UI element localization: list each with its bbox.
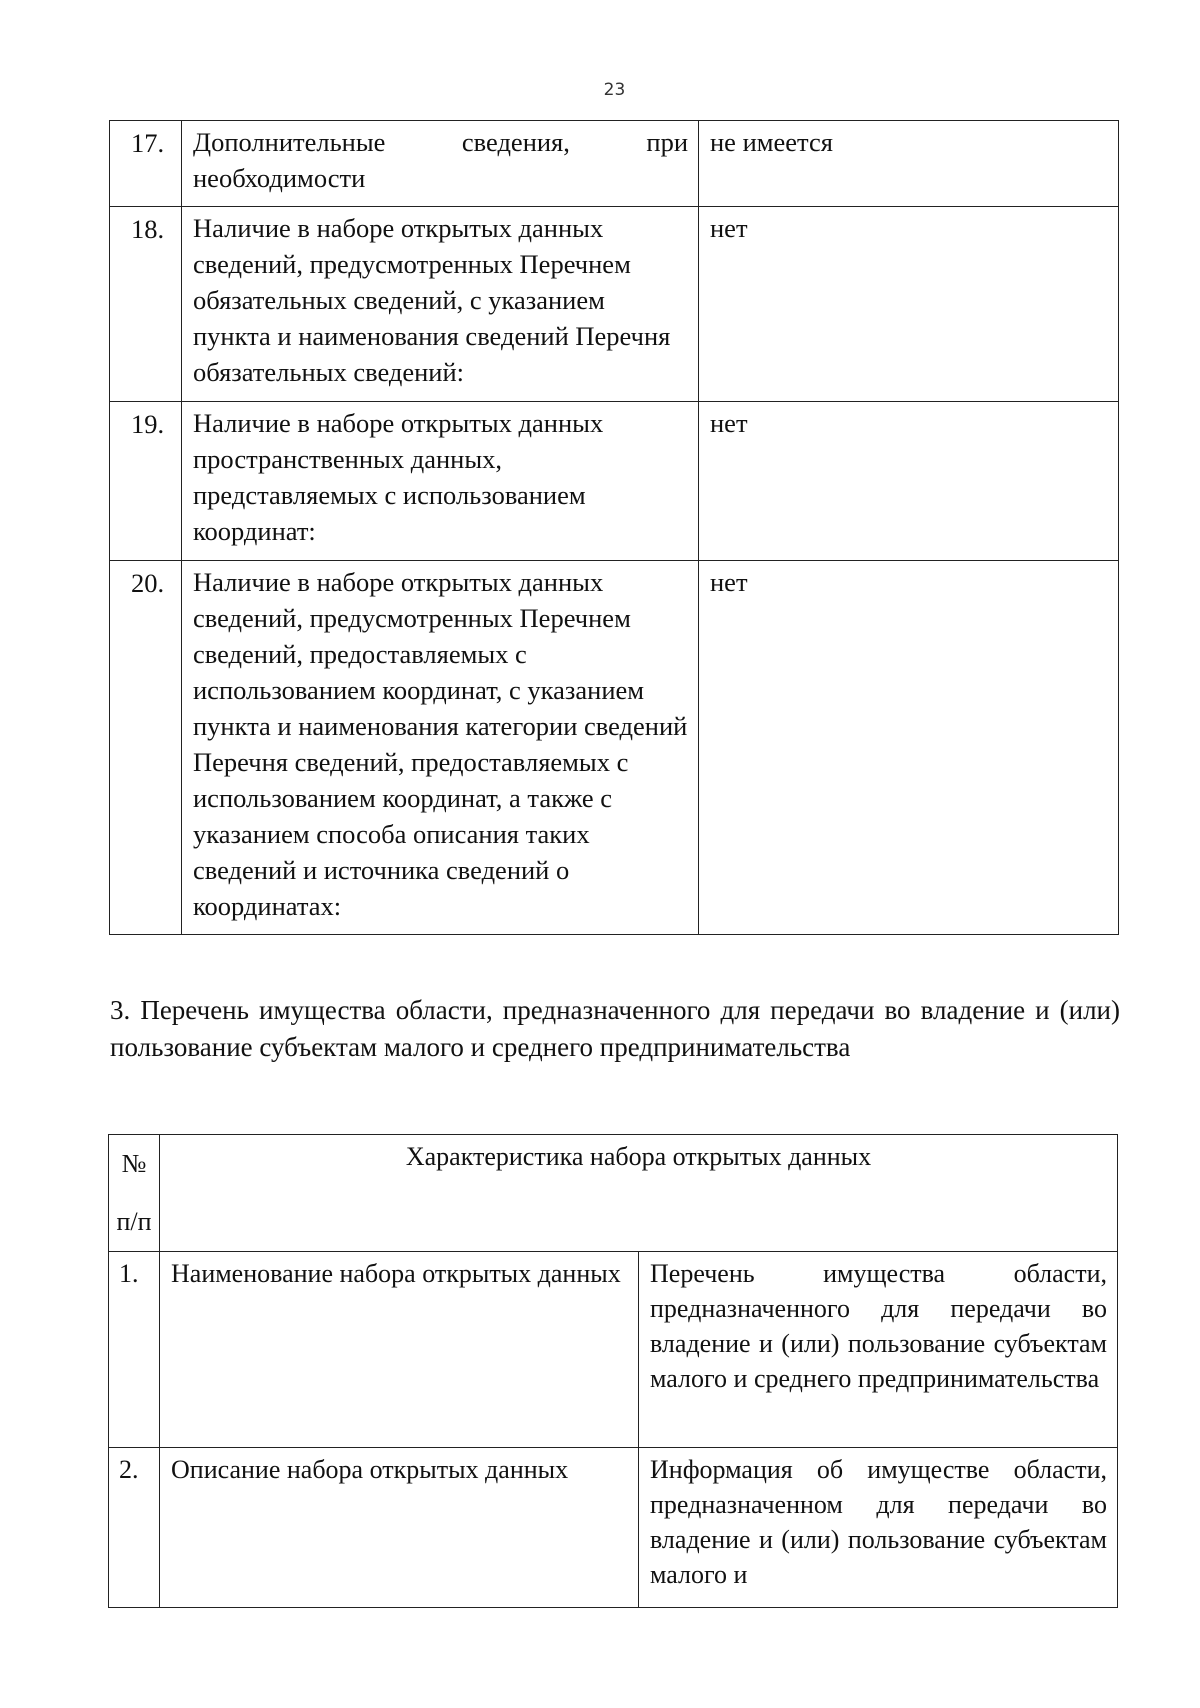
- row-number: 19.: [110, 402, 182, 561]
- row-number: 1.: [109, 1252, 160, 1448]
- section-heading: 3. Перечень имущества области, предназначенного для передачи во владение и (или) пользование субъектам малого и среднего предпринимательства: [110, 995, 1120, 1062]
- row-description: [160, 1252, 639, 1448]
- row-number: 18.: [110, 207, 182, 402]
- row-number: 20.: [110, 561, 182, 935]
- page-number: 23: [603, 80, 626, 100]
- row-value: нет: [699, 207, 1119, 402]
- row-value: не имеется: [699, 121, 1119, 207]
- row-description: Наличие в наборе открытых данных сведений, предусмотренных Перечнем сведений, предоставляемых с использованием координат, с указанием пункта и наименования категории сведений Перечня сведений, предоставляемых с использованием координат, а также с указанием способа описания таких сведений и источника сведений о координатах:: [182, 561, 699, 935]
- table-header-row: [109, 1135, 1118, 1252]
- row-description: Наличие в наборе открытых данных пространственных данных, представляемых с использованием координат:: [182, 402, 699, 561]
- row-description: Описание набора открытых данных: [160, 1448, 639, 1608]
- dataset-characteristics-table: [108, 1134, 1118, 1608]
- table-row: [110, 402, 1119, 561]
- row-number: 17.: [110, 121, 182, 207]
- header-number-symbol: №: [121, 1149, 147, 1178]
- row-description: [182, 121, 699, 207]
- row-value: Информация об имуществе области, предназначенном для передачи во владение и (или) пользование субъектам малого и: [639, 1448, 1118, 1608]
- header-number-cell: [109, 1135, 160, 1252]
- properties-table-continued: [109, 120, 1119, 935]
- row-value: нет: [699, 402, 1119, 561]
- table-row: [109, 1252, 1118, 1448]
- header-number-label: п/п: [116, 1207, 152, 1236]
- row-description: Наличие в наборе открытых данных сведений, предусмотренных Перечнем обязательных сведений, с указанием пункта и наименования сведений Перечня обязательных сведений:: [182, 207, 699, 402]
- row-description-line: необходимости: [193, 163, 366, 193]
- row-description-line: Дополнительные сведения, при: [193, 127, 688, 157]
- table-row: [109, 1448, 1118, 1608]
- table-row: [110, 207, 1119, 402]
- table-row: [110, 121, 1119, 207]
- row-value: нет: [699, 561, 1119, 935]
- row-description-text: Наименование набора открытых данных: [171, 1259, 621, 1288]
- row-value: Перечень имущества области, предназначенного для передачи во владение и (или) пользование субъектам малого и среднего предпринимательства: [639, 1252, 1118, 1448]
- header-title: Характеристика набора открытых данных: [160, 1135, 1118, 1252]
- row-number: 2.: [109, 1448, 160, 1608]
- table-row: [110, 561, 1119, 935]
